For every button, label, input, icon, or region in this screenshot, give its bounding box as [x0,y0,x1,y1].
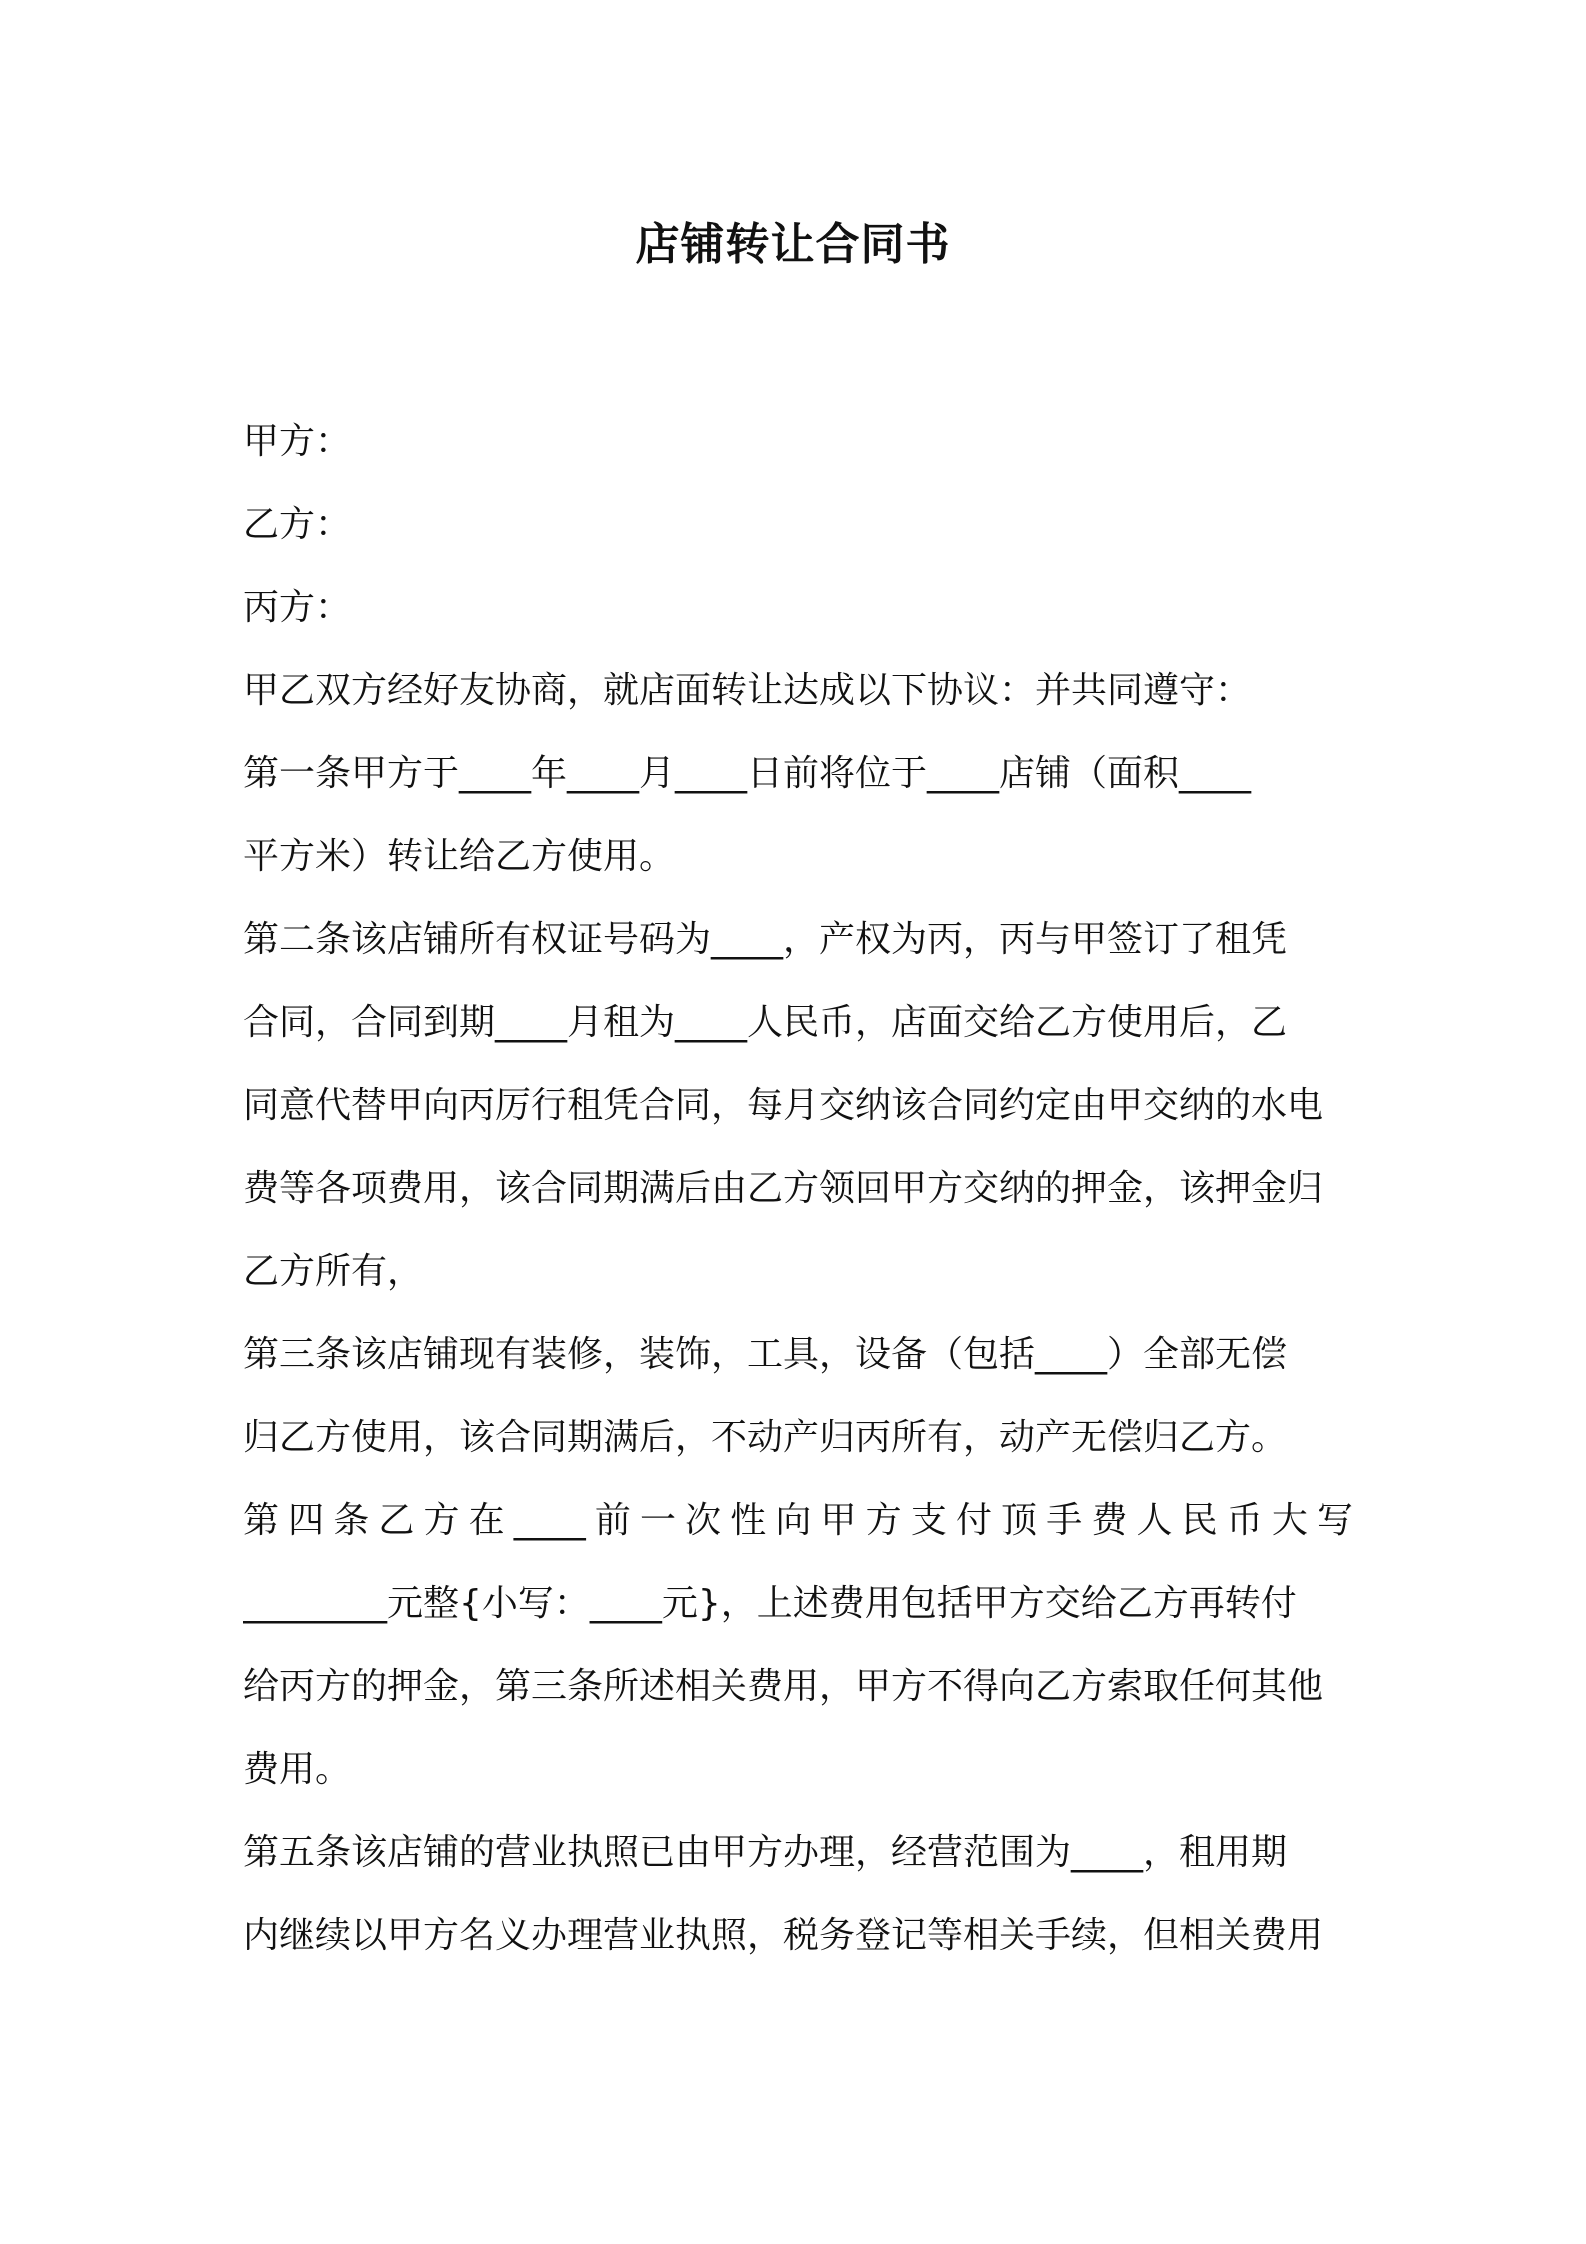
article-5-line: 第五条该店铺的营业执照已由甲方办理，经营范围为____，租用期 [243,1832,1288,1873]
party-b-label: 乙方： [243,504,352,545]
document-body [243,400,1353,1977]
article-2-line: 费等各项费用，该合同期满后由乙方领回甲方交纳的押金，该押金归 [243,1168,1324,1209]
party-a-label: 甲方： [243,421,352,462]
article-4-line: 第四条乙方在____前一次性向甲方支付顶手费人民币大写 [243,1500,1353,1541]
document-title: 店铺转让合同书 [635,219,951,270]
article-5 [243,1811,1353,1977]
intro-paragraph [243,649,1353,732]
article-4 [243,1479,1353,1811]
article-1-line: 第一条甲方于____年____月____日前将位于____店铺（面积____ [243,753,1252,794]
party-a-line [243,400,1353,483]
article-1 [243,732,1353,898]
article-5-line: 内继续以甲方名义办理营业执照，税务登记等相关手续，但相关费用 [243,1915,1324,1956]
party-c-line [243,566,1353,649]
article-3-line: 归乙方使用，该合同期满后，不动产归丙所有，动产无偿归乙方。 [243,1417,1288,1458]
article-3 [243,1313,1353,1479]
party-b-line [243,483,1353,566]
article-2-line: 合同，合同到期____月租为____人民币，店面交给乙方使用后，乙 [243,1002,1288,1043]
party-c-label: 丙方： [243,587,352,628]
intro-text: 甲乙双方经好友协商，就店面转让达成以下协议：并共同遵守： [243,670,1252,711]
article-2-line: 同意代替甲向丙厉行租凭合同，每月交纳该合同约定由甲交纳的水电 [243,1085,1324,1126]
article-2-line: 第二条该店铺所有权证号码为____，产权为丙，丙与甲签订了租凭 [243,919,1288,960]
article-4-line: 给丙方的押金，第三条所述相关费用，甲方不得向乙方索取任何其他 [243,1666,1324,1707]
article-1-line: 平方米）转让给乙方使用。 [243,836,676,877]
article-2-line: 乙方所有， [243,1251,424,1292]
article-4-line: 费用。 [243,1749,352,1790]
article-3-line: 第三条该店铺现有装修，装饰，工具，设备（包括____）全部无偿 [243,1334,1288,1375]
article-2 [243,898,1353,1313]
article-4-line: ________元整{小写：____元}，上述费用包括甲方交给乙方再转付 [243,1583,1297,1624]
